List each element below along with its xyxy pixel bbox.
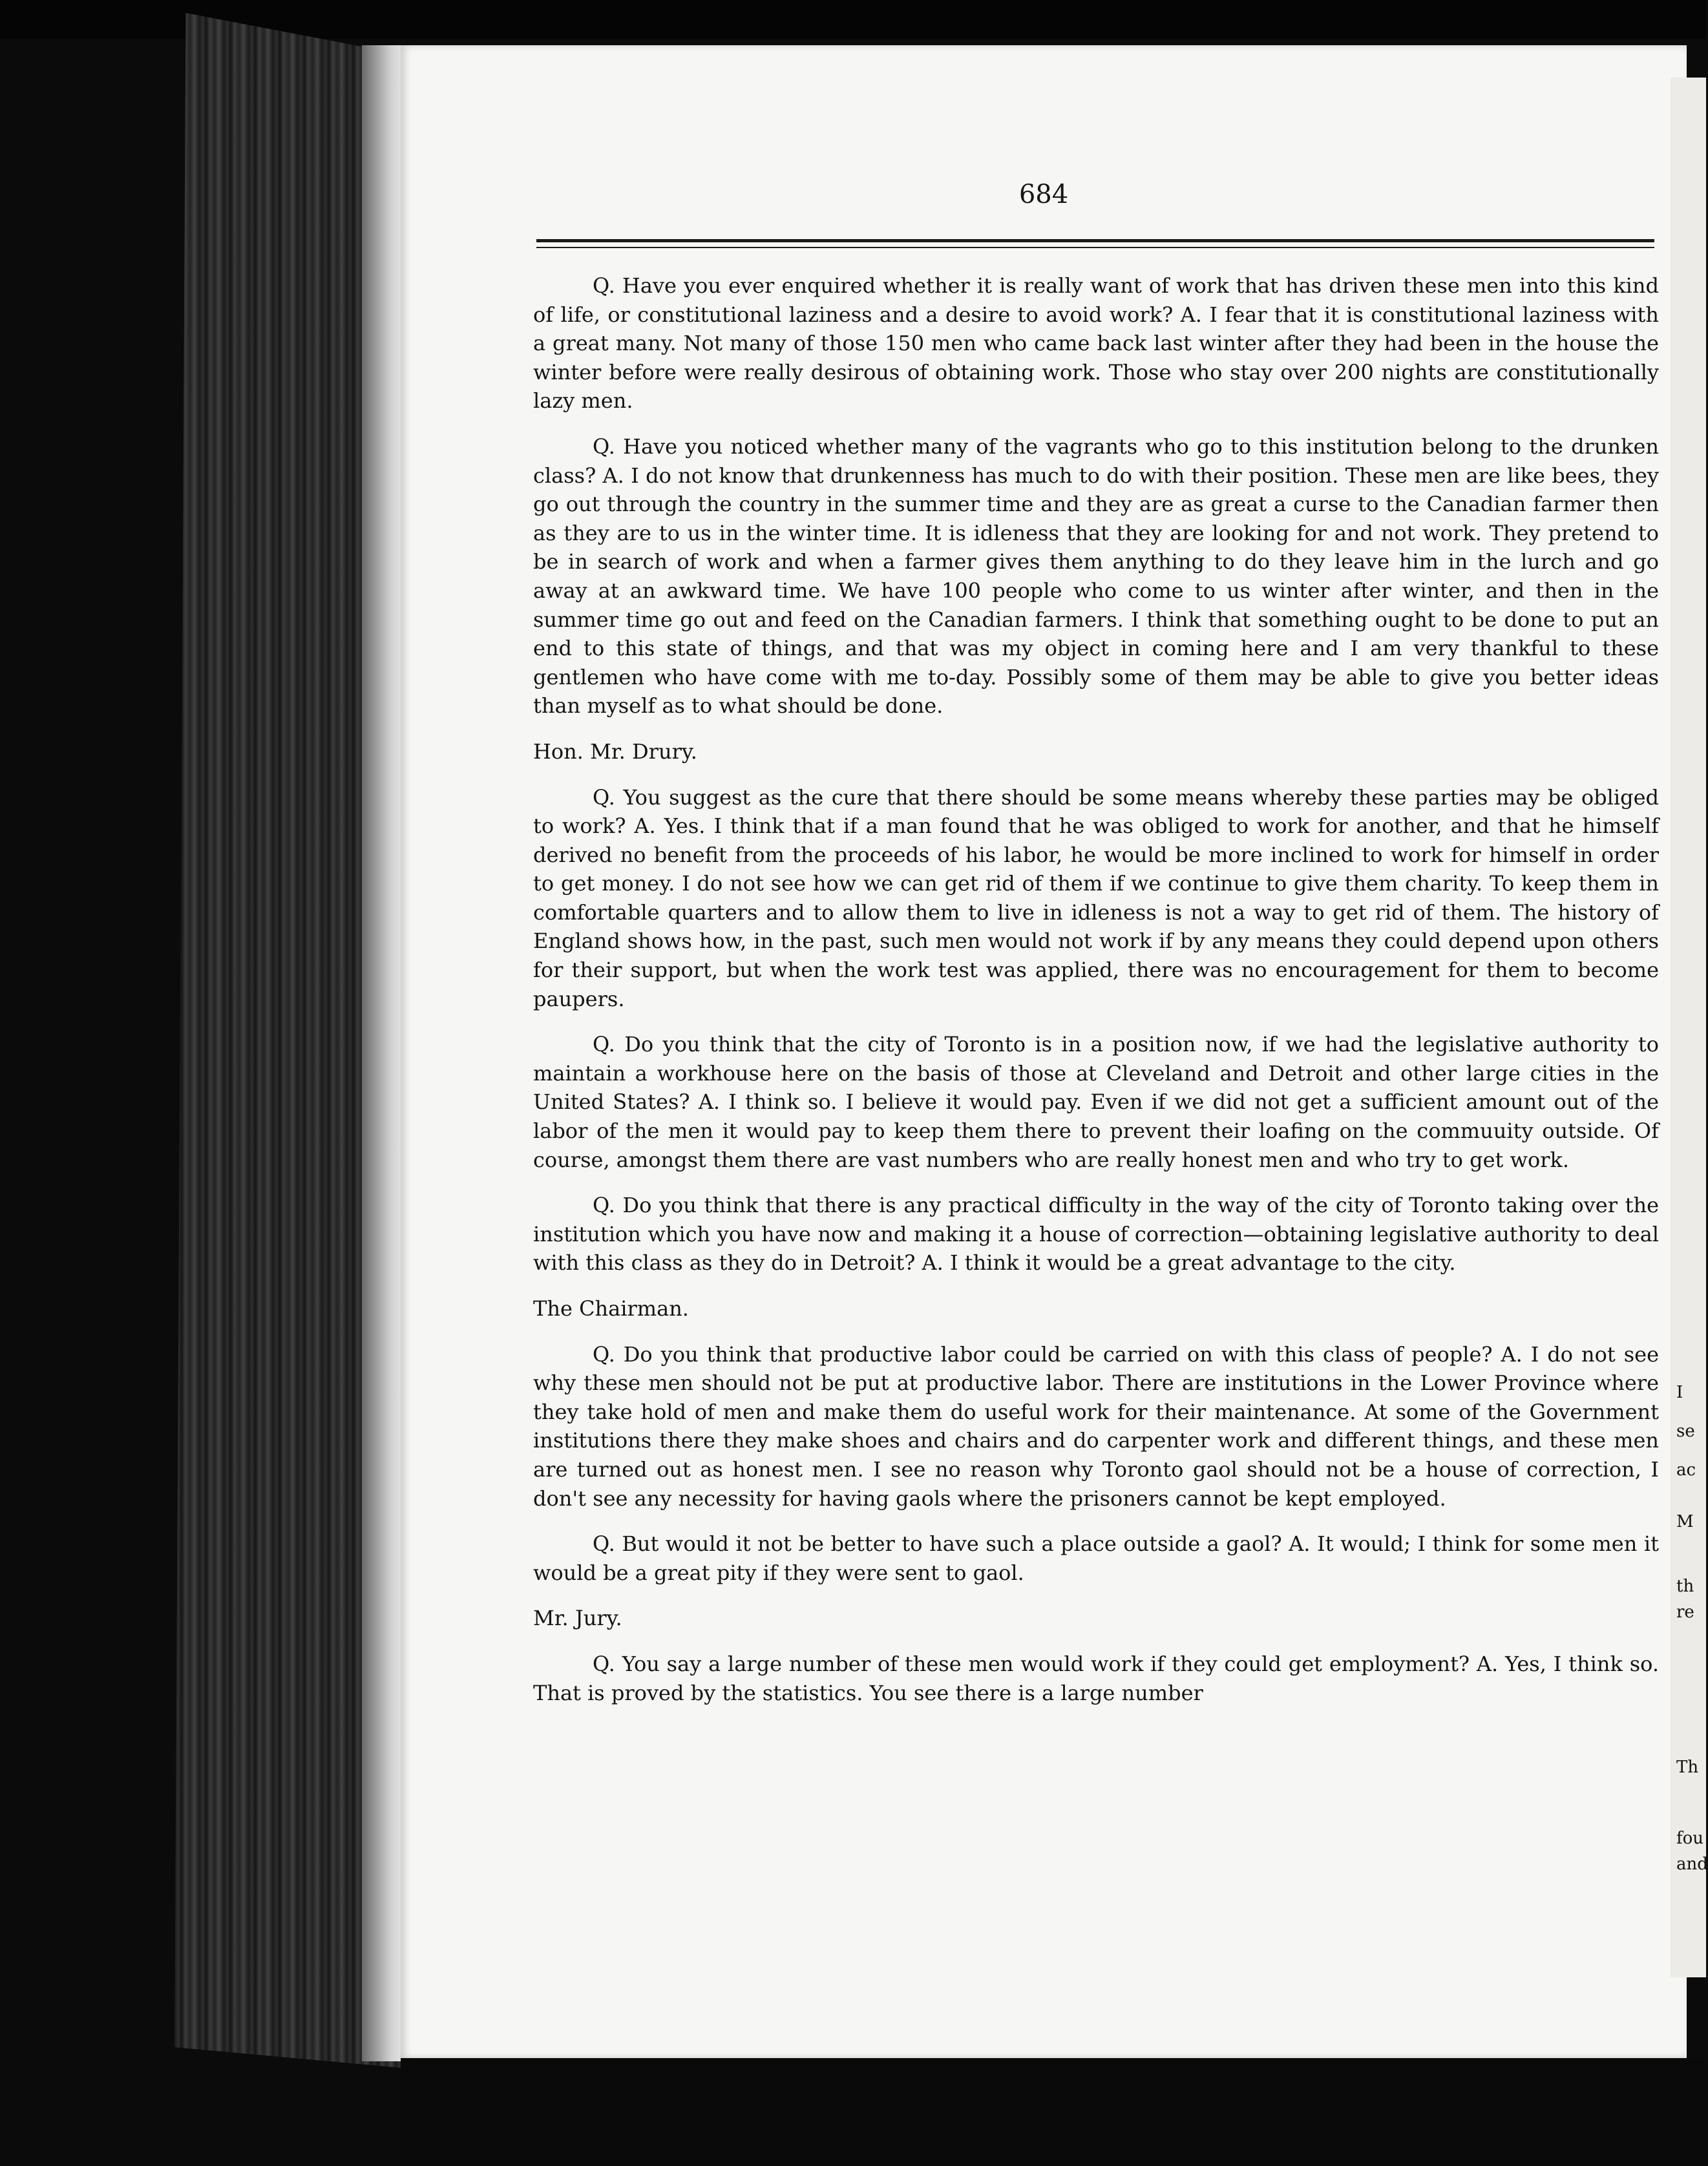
paragraph: Q. Have you ever enquired whether it is really want of work that has driven these men into this kind of life, or constitutional laziness and a desire to avoid work? A. I fear that it is constitutional laziness with a great many. Not many of those 150 men who came back last winter after they had been in the house the winter before were really desirous of obtaining work. Those who stay over 200 nights are constitutionally lazy men. (533, 273, 1659, 414)
document-page (401, 45, 1687, 2058)
adjacent-page-fragment: M (1676, 1512, 1694, 1531)
adjacent-page-fragment: and (1676, 1855, 1708, 1874)
speaker-heading: The Chairman. (533, 1296, 689, 1321)
paragraph: Q. You say a large number of these men would work if they could get employment? A. Yes, I think so. That is proved by the statistics. You see there is a large number (533, 1651, 1659, 1705)
speaker-heading: Mr. Jury. (533, 1606, 622, 1631)
paragraph: Q. You suggest as the cure that there should be some means whereby these parties may be obliged to work? A. Yes. I think that if a man found that he was obliged to work for another, and that he himself derived no benefit from the proceeds of his labor, he would be more inclined to work for himself in order to get money. I do not see how we can get rid of them if we continue to give them charity. To keep them in comfortable quarters and to allow them to live in idleness is not a way to get rid of them. The history of England shows how, in the past, such men would not work if by any means they could depend upon others for their support, but when the work test was applied, there was no encouragement for them to become paupers. (533, 784, 1659, 1011)
paragraph: Q. Do you think that there is any practical difficulty in the way of the city of Toronto taking over the institution which you have now and making it a house of correction—obtaining legislative authority to deal with this class as they do in Detroit? A. I think it would be a great advantage to the city. (533, 1193, 1659, 1276)
adjacent-page-fragment: se (1676, 1422, 1695, 1441)
adjacent-page-fragment: re (1676, 1603, 1694, 1622)
adjacent-page-fragment: fou (1676, 1829, 1704, 1848)
speaker-heading: Hon. Mr. Drury. (533, 739, 697, 764)
adjacent-page-fragment: ac (1676, 1460, 1696, 1480)
adjacent-page-fragment: I (1676, 1383, 1683, 1402)
adjacent-page-fragment: Th (1676, 1758, 1699, 1777)
paragraph: Q. Do you think that the city of Toronto is in a position now, if we had the legislative authority to maintain a workhouse here on the basis of those at Cleveland and Detroit and other large cities in the United States? A. I think so. I believe it would pay. Even if we did not get a sufficient amount out of the labor of the men it would pay to keep them there to prevent their loafing on the commuuity outside. Of course, amongst them there are vast numbers who are really honest men and who try to get work. (533, 1032, 1659, 1172)
paragraph: Q. Have you noticed whether many of the vagrants who go to this institution belong to the drunken class? A. I do not know that drunkenness has much to do with their position. These men are like bees, they go out through the country in the summer time and they are as great a curse to the Canadian farmer then as they are to us in the winter time. It is idleness that they are looking for and not work. They pretend to be in search of work and when a farmer gives them anything to do they leave him in the lurch and go away at an awkward time. We have 100 people who come to us winter after winter, and then in the summer time go out and feed on the Canadian farmers. I think that something ought to be done to put an end to this state of things, and that was my object in coming here and I am very thankful to these gentlemen who have come with me to-day. Possibly some of them may be able to give you better ideas than myself as to what should be done. (533, 434, 1659, 719)
adjacent-page-edge (1671, 78, 1706, 1977)
paragraph: Q. But would it not be better to have such a place outside a gaol? A. It would; I think for some men it would be a great pity if they were sent to gaol. (533, 1531, 1659, 1585)
adjacent-page-fragment: th (1676, 1577, 1694, 1596)
page-number: 684 (1018, 180, 1069, 209)
header-rule-thin (536, 247, 1654, 248)
paragraph: Q. Do you think that productive labor could be carried on with this class of people? A. I do not see why these men should not be put at productive labor. There are institutions in the Lower Province where they take hold of men and make them do useful work for their maintenance. At some of the Government institutions there they make shoes and chairs and do carpenter work and different things, and these men are turned out as honest men. I see no reason why Toronto gaol should not be a house of correction, I don't see any necessity for having gaols where the prisoners cannot be kept employed. (533, 1341, 1659, 1511)
header-rule (536, 239, 1654, 242)
scan-border-bottom (401, 2058, 1706, 2166)
page-body (533, 271, 1659, 1724)
